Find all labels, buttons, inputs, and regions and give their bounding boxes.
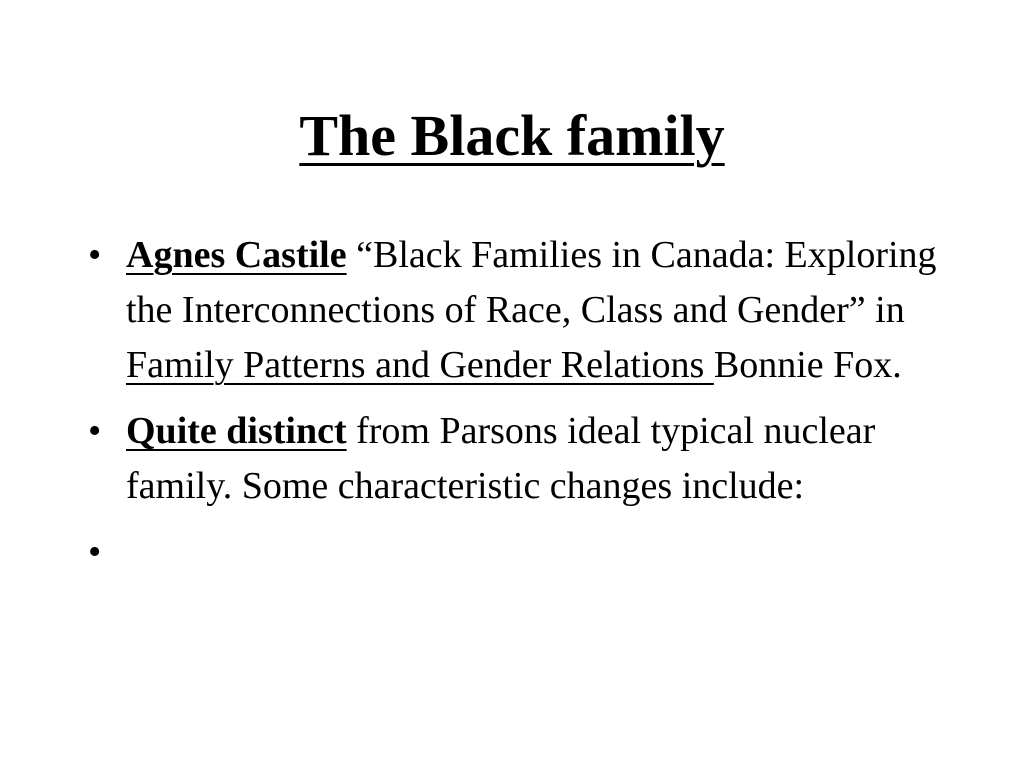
bullet-item-castile [84, 228, 944, 393]
slide-title [0, 96, 1024, 176]
bullet-icon: • [88, 234, 102, 276]
bullet-item-empty [84, 525, 944, 580]
editor-name: Bonnie Fox. [713, 344, 902, 386]
bullet-item-distinct [84, 404, 944, 514]
bullet-list [84, 228, 944, 591]
slide-title-text: The Black family [299, 103, 725, 168]
author-name: Agnes Castile [126, 234, 347, 276]
bullet-text: from Parsons ideal typical nuclear family. Some characteristic changes include: [126, 410, 876, 507]
bullet-icon: • [88, 410, 102, 452]
book-title: Family Patterns and Gender Relations [126, 344, 714, 386]
article-title: “Black Families in Canada: Exploring the Interconnections of Race, Class and Gender” in [126, 234, 937, 331]
bullet-icon: • [88, 531, 102, 573]
emphasis-text: Quite distinct [126, 410, 347, 452]
